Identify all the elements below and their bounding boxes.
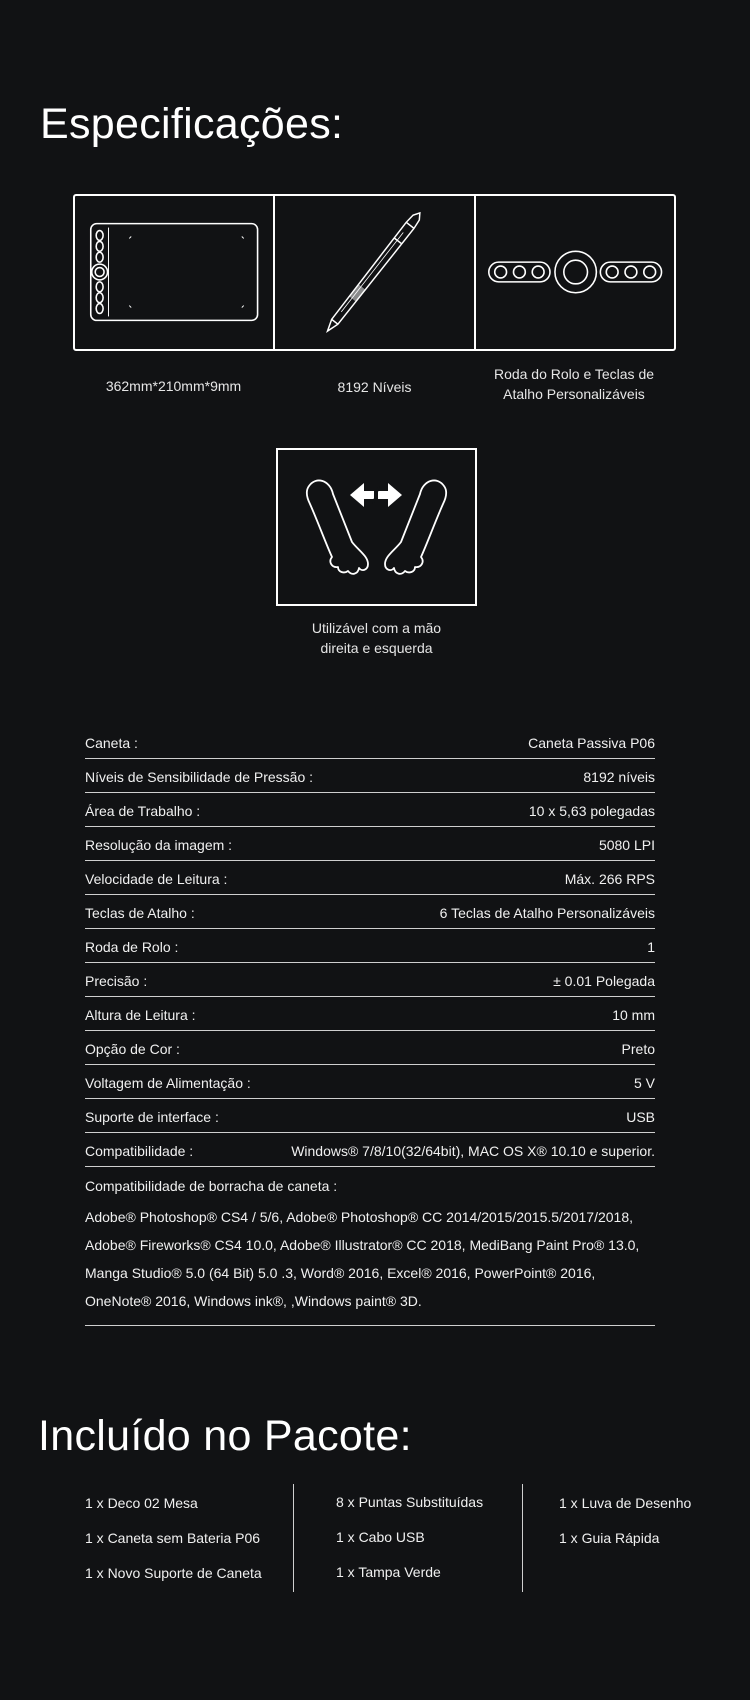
- spec-row-voltage: [85, 1065, 655, 1099]
- spec-value: USB: [626, 1108, 655, 1125]
- hands-feature-panel: [276, 448, 477, 606]
- spec-label: Compatibilidade :: [85, 1142, 194, 1159]
- hands-caption: Utilizável com a mão direita e esquerda: [311, 620, 442, 656]
- package-item: 1 x Guia Rápida: [559, 1530, 660, 1546]
- spec-table: [85, 725, 655, 1326]
- eraser-compat-line: Adobe® Fireworks® CS4 10.0, Adobe® Illustrator® CC 2018, MediBang Paint Pro® 13.0,: [85, 1237, 640, 1253]
- package-column-3: [559, 1492, 691, 1562]
- spec-row-interface: [85, 1099, 655, 1133]
- spec-value: 10 mm: [612, 1006, 655, 1023]
- spec-label: Altura de Leitura :: [85, 1006, 196, 1023]
- feature-cell-pen: [273, 196, 473, 349]
- spec-row-resolution: [85, 827, 655, 861]
- spec-row-read-height: [85, 997, 655, 1031]
- eraser-compat-block: [85, 1167, 655, 1326]
- spec-label: Resolução da imagem :: [85, 836, 233, 853]
- spec-row-read-speed: [85, 861, 655, 895]
- scroll-wheel-keys-icon: [476, 196, 674, 349]
- feature-caption-pen: 8192 Níveis: [337, 379, 412, 395]
- spec-label: Teclas de Atalho :: [85, 904, 195, 921]
- spec-value: 10 x 5,63 polegadas: [528, 802, 655, 819]
- spec-row-pen: [85, 725, 655, 759]
- spec-label: Opção de Cor :: [85, 1040, 180, 1057]
- spec-label: Roda de Rolo :: [85, 938, 179, 955]
- package-item: 1 x Cabo USB: [336, 1529, 425, 1545]
- specs-heading: Especificações:: [40, 100, 344, 148]
- eraser-compat-line: Manga Studio® 5.0 (64 Bit) 5.0 .3, Word® 2016, Excel® 2016, PowerPoint® 2016,: [85, 1265, 596, 1281]
- feature-caption-tablet: 362mm*210mm*9mm: [105, 378, 242, 394]
- package-column-2: [336, 1491, 483, 1596]
- feature-cell-tablet: [75, 196, 273, 349]
- eraser-compat-line: OneNote® 2016, Windows ink®, ,Windows paint® 3D.: [85, 1293, 422, 1309]
- package-divider: [522, 1484, 523, 1592]
- spec-row-express-keys: [85, 895, 655, 929]
- spec-row-compatibility: [85, 1133, 655, 1167]
- package-item: 1 x Novo Suporte de Caneta: [85, 1565, 262, 1581]
- package-item: 1 x Deco 02 Mesa: [85, 1495, 198, 1511]
- spec-value: Windows® 7/8/10(32/64bit), MAC OS X® 10.10 e superior.: [291, 1142, 655, 1159]
- spec-value: Caneta Passiva P06: [528, 734, 655, 751]
- spec-value: 6 Teclas de Atalho Personalizáveis: [439, 904, 655, 921]
- pen-icon: [275, 196, 473, 349]
- package-item: 1 x Luva de Desenho: [559, 1495, 692, 1511]
- spec-value: 5080 LPI: [598, 836, 655, 853]
- package-column-1: [85, 1492, 262, 1597]
- spec-value: 5 V: [633, 1074, 655, 1091]
- spec-value: 1: [647, 938, 655, 955]
- spec-row-accuracy: [85, 963, 655, 997]
- package-item: 8 x Puntas Substituídas: [336, 1494, 484, 1510]
- spec-value: Máx. 266 RPS: [564, 870, 655, 887]
- tablet-icon: [75, 196, 273, 349]
- left-right-hands-icon: [278, 450, 475, 604]
- feature-caption-wheel: Roda do Rolo e Teclas de Atalho Personalizáveis: [493, 366, 655, 402]
- spec-label: Caneta :: [85, 734, 138, 751]
- feature-icons-panel: [73, 194, 676, 351]
- package-item: 1 x Tampa Verde: [336, 1564, 441, 1580]
- eraser-compat-title: Compatibilidade de borracha de caneta :: [85, 1178, 338, 1194]
- eraser-compat-line: Adobe® Photoshop® CS4 / 5/6, Adobe® Photoshop® CC 2014/2015/2015.5/2017/2018,: [85, 1209, 634, 1225]
- spec-value: Preto: [621, 1040, 655, 1057]
- spec-value: 8192 níveis: [583, 768, 655, 785]
- feature-cell-wheel: [474, 196, 674, 349]
- package-divider: [293, 1484, 294, 1592]
- spec-label: Velocidade de Leitura :: [85, 870, 228, 887]
- spec-row-pressure: [85, 759, 655, 793]
- package-item: 1 x Caneta sem Bateria P06: [85, 1530, 261, 1546]
- spec-label: Área de Trabalho :: [85, 802, 201, 819]
- package-heading: Incluído no Pacote:: [38, 1412, 412, 1460]
- spec-row-color: [85, 1031, 655, 1065]
- spec-row-work-area: [85, 793, 655, 827]
- spec-row-scroll-wheel: [85, 929, 655, 963]
- spec-label: Voltagem de Alimentação :: [85, 1074, 251, 1091]
- spec-label: Níveis de Sensibilidade de Pressão :: [85, 768, 314, 785]
- spec-value: ± 0.01 Polegada: [553, 972, 655, 989]
- spec-label: Suporte de interface :: [85, 1108, 219, 1125]
- spec-label: Precisão :: [85, 972, 148, 989]
